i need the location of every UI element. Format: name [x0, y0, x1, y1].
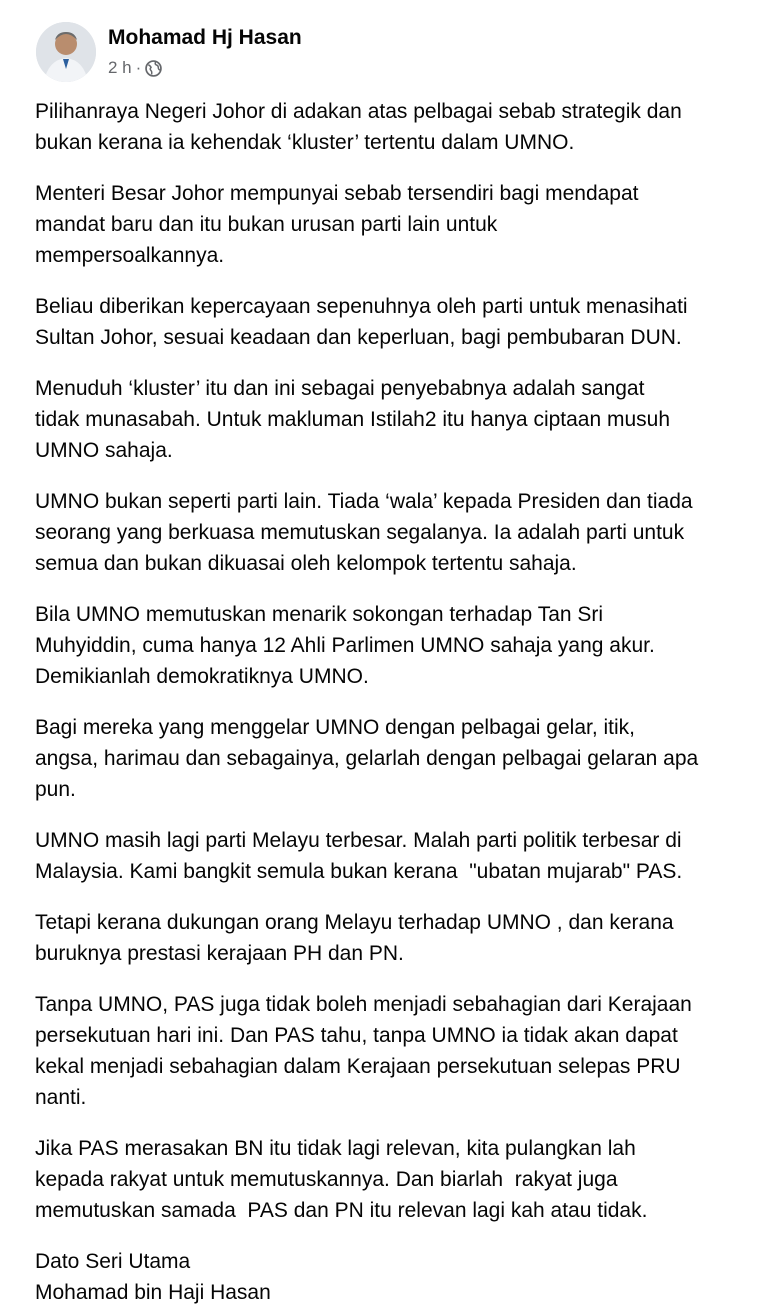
post-header	[36, 22, 736, 86]
post-paragraph: Bagi mereka yang menggelar UMNO dengan pelbagai gelar, itik, angsa, harimau dan sebagainya, gelarlah dengan pelbagai gelaran apa pun.	[35, 716, 699, 801]
post-paragraph: UMNO masih lagi parti Melayu terbesar. Malah parti politik terbesar di Malaysia. Kami bangkit semula bukan kerana "ubatan mujarab" PAS.	[35, 829, 683, 883]
post-paragraph: Menuduh ‘kluster’ itu dan ini sebagai penyebabnya adalah sangat tidak munasabah. Untuk makluman Istilah2 itu hanya ciptaan musuh UMNO sahaja.	[35, 377, 671, 462]
post-timestamp[interactable]: 2 h	[108, 58, 132, 77]
post-paragraph: UMNO bukan seperti parti lain. Tiada ‘wala’ kepada Presiden dan tiada seorang yang berkuasa memutuskan segalanya. Ia adalah parti untuk semua dan bukan dikuasai oleh kelompok tertentu sahaja.	[35, 490, 693, 575]
post-body	[35, 96, 740, 1308]
signature-name: Mohamad bin Haji Hasan	[35, 1281, 271, 1304]
avatar[interactable]	[36, 22, 96, 82]
globe-icon[interactable]	[145, 60, 162, 77]
post-paragraph: Beliau diberikan kepercayaan sepenuhnya oleh parti untuk menasihati Sultan Johor, sesuai keadaan dan keperluan, bagi pembubaran DUN.	[35, 295, 688, 349]
post-meta	[108, 58, 162, 78]
post-paragraph: Bila UMNO memutuskan menarik sokongan terhadap Tan Sri Muhyiddin, cuma hanya 12 Ahli Parlimen UMNO sahaja yang akur. Demikianlah demokratiknya UMNO.	[35, 603, 655, 688]
meta-separator: ·	[135, 58, 142, 77]
author-name[interactable]: Mohamad Hj Hasan	[108, 26, 302, 49]
post-paragraph: Pilihanraya Negeri Johor di adakan atas pelbagai sebab strategik dan bukan kerana ia kehendak ‘kluster’ tertentu dalam UMNO.	[35, 100, 682, 154]
signature	[35, 1246, 740, 1308]
post-paragraph: Tetapi kerana dukungan orang Melayu terhadap UMNO , dan kerana buruknya prestasi kerajaan PH dan PN.	[35, 911, 674, 965]
post-paragraph: Jika PAS merasakan BN itu tidak lagi relevan, kita pulangkan lah kepada rakyat untuk memutuskannya. Dan biarlah rakyat juga memutuskan samada PAS dan PN itu relevan lagi kah atau tidak.	[35, 1137, 648, 1222]
post-paragraph: Tanpa UMNO, PAS juga tidak boleh menjadi sebahagian dari Kerajaan persekutuan hari ini. Dan PAS tahu, tanpa UMNO ia tidak akan dapat kekal menjadi sebahagian dalam Kerajaan persekutuan selepas PRU nanti.	[35, 993, 692, 1109]
signature-title: Dato Seri Utama	[35, 1250, 191, 1273]
post-paragraph: Menteri Besar Johor mempunyai sebab tersendiri bagi mendapat mandat baru dan itu bukan urusan parti lain untuk mempersoalkannya.	[35, 182, 639, 267]
